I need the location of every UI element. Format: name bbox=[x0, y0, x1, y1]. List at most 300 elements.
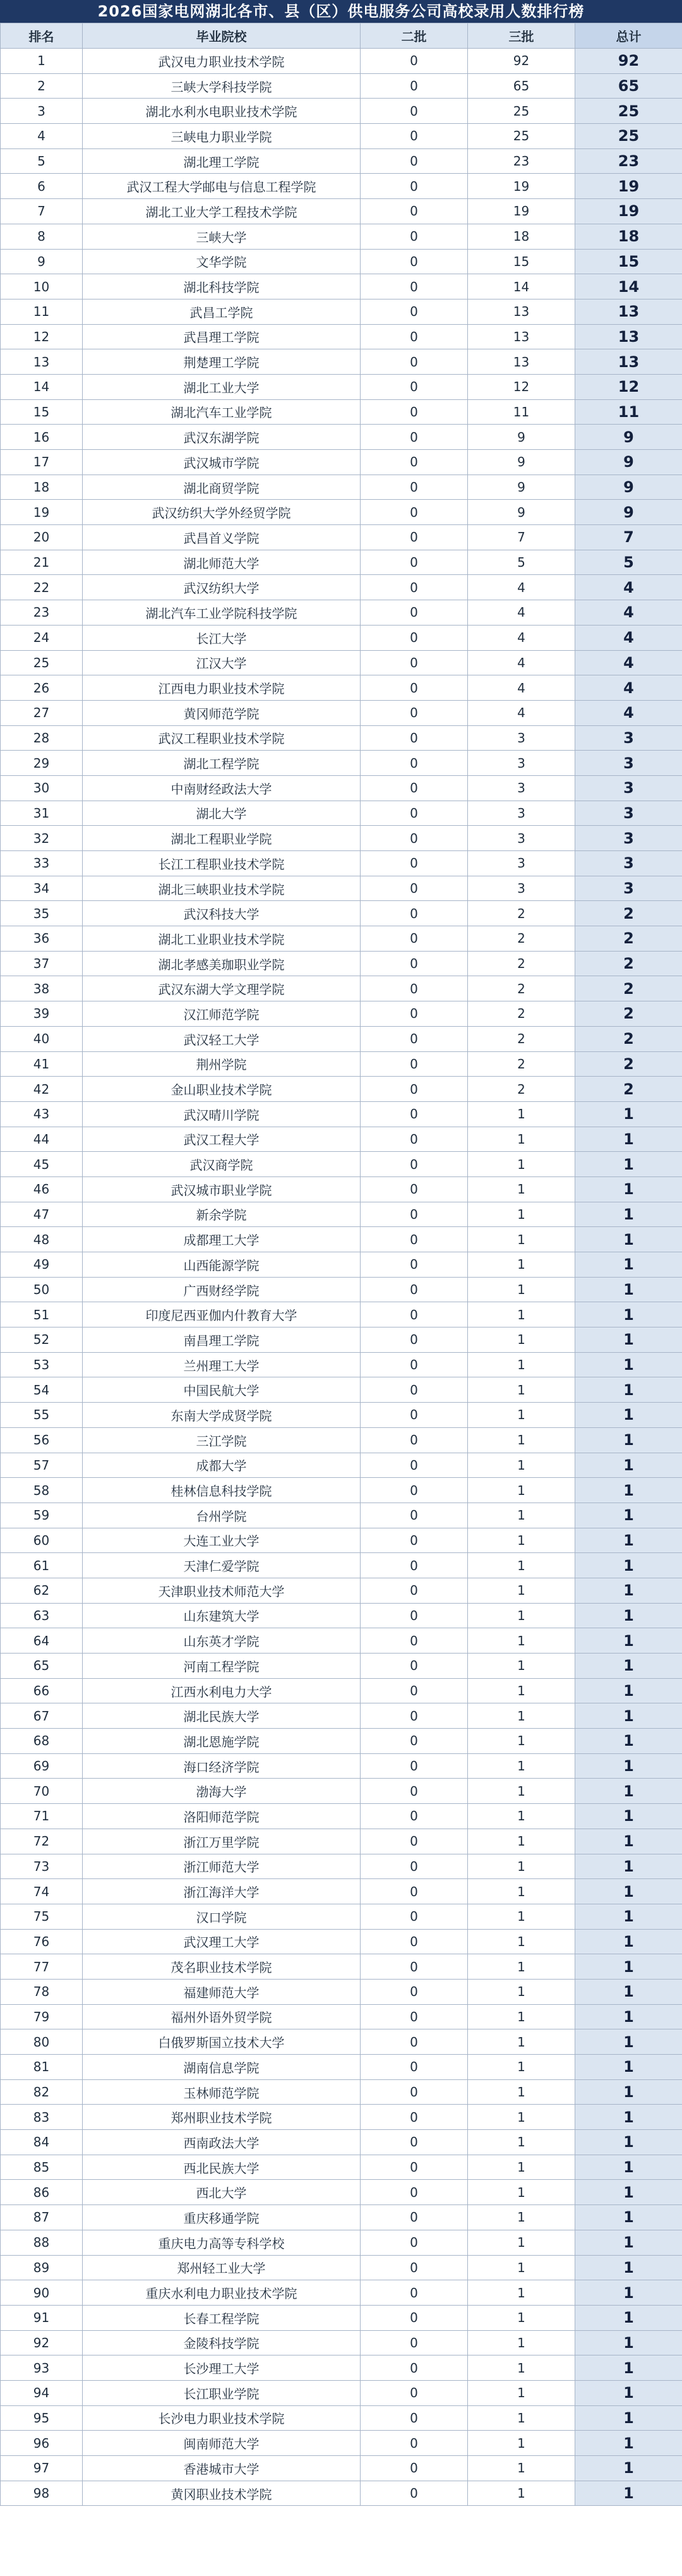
cell-batch2: 0 bbox=[361, 475, 468, 500]
cell-total: 1 bbox=[575, 1553, 682, 1578]
cell-total: 1 bbox=[575, 1403, 682, 1428]
cell-batch2: 0 bbox=[361, 1979, 468, 2004]
cell-school: 重庆移通学院 bbox=[83, 2205, 361, 2230]
cell-school: 茂名职业技术学院 bbox=[83, 1954, 361, 1980]
cell-rank: 12 bbox=[1, 324, 83, 349]
cell-rank: 9 bbox=[1, 249, 83, 274]
table-row bbox=[1, 1227, 682, 1252]
cell-rank: 3 bbox=[1, 99, 83, 124]
cell-batch2: 0 bbox=[361, 1377, 468, 1403]
cell-total: 1 bbox=[575, 1127, 682, 1152]
cell-school: 台州学院 bbox=[83, 1503, 361, 1528]
cell-school: 东南大学成贤学院 bbox=[83, 1403, 361, 1428]
cell-school: 三峡电力职业学院 bbox=[83, 124, 361, 149]
cell-total: 1 bbox=[575, 1152, 682, 1177]
cell-total: 4 bbox=[575, 575, 682, 600]
cell-batch2: 0 bbox=[361, 399, 468, 425]
cell-batch2: 0 bbox=[361, 876, 468, 901]
cell-batch3: 12 bbox=[468, 374, 575, 399]
cell-total: 2 bbox=[575, 901, 682, 926]
table-row bbox=[1, 1904, 682, 1929]
cell-batch2: 0 bbox=[361, 1176, 468, 1202]
cell-school: 湖北民族大学 bbox=[83, 1703, 361, 1729]
cell-school: 江西水利电力大学 bbox=[83, 1678, 361, 1703]
cell-batch3: 2 bbox=[468, 926, 575, 952]
cell-total: 5 bbox=[575, 550, 682, 575]
cell-total: 4 bbox=[575, 700, 682, 725]
cell-rank: 27 bbox=[1, 700, 83, 725]
table-row bbox=[1, 1152, 682, 1177]
cell-batch3: 1 bbox=[468, 1929, 575, 1954]
table-row bbox=[1, 1127, 682, 1152]
cell-total: 1 bbox=[575, 1427, 682, 1453]
cell-batch3: 11 bbox=[468, 399, 575, 425]
cell-total: 3 bbox=[575, 775, 682, 801]
cell-total: 9 bbox=[575, 450, 682, 475]
cell-school: 武昌工学院 bbox=[83, 299, 361, 324]
cell-rank: 66 bbox=[1, 1678, 83, 1703]
cell-batch3: 2 bbox=[468, 976, 575, 1001]
cell-rank: 49 bbox=[1, 1252, 83, 1278]
cell-batch2: 0 bbox=[361, 2431, 468, 2456]
cell-batch2: 0 bbox=[361, 2305, 468, 2330]
cell-total: 1 bbox=[575, 1904, 682, 1929]
cell-school: 长江大学 bbox=[83, 625, 361, 650]
cell-rank: 11 bbox=[1, 299, 83, 324]
cell-rank: 67 bbox=[1, 1703, 83, 1729]
cell-batch2: 0 bbox=[361, 2380, 468, 2405]
cell-total: 1 bbox=[575, 2330, 682, 2355]
cell-batch3: 4 bbox=[468, 600, 575, 626]
cell-batch3: 4 bbox=[468, 675, 575, 701]
cell-batch2: 0 bbox=[361, 951, 468, 976]
cell-school: 武汉东湖大学文理学院 bbox=[83, 976, 361, 1001]
table-row bbox=[1, 2105, 682, 2130]
cell-total: 3 bbox=[575, 876, 682, 901]
cell-batch3: 2 bbox=[468, 901, 575, 926]
cell-total: 4 bbox=[575, 600, 682, 626]
cell-total: 1 bbox=[575, 1654, 682, 1679]
cell-school: 黄冈师范学院 bbox=[83, 700, 361, 725]
cell-batch3: 1 bbox=[468, 1327, 575, 1353]
cell-rank: 36 bbox=[1, 926, 83, 952]
cell-rank: 18 bbox=[1, 475, 83, 500]
cell-total: 1 bbox=[575, 2255, 682, 2280]
cell-school: 新余学院 bbox=[83, 1202, 361, 1227]
cell-batch2: 0 bbox=[361, 851, 468, 876]
table-row bbox=[1, 700, 682, 725]
cell-school: 天津仁爱学院 bbox=[83, 1553, 361, 1578]
table-row bbox=[1, 450, 682, 475]
cell-batch3: 1 bbox=[468, 1829, 575, 1854]
cell-total: 1 bbox=[575, 2105, 682, 2130]
cell-school: 三江学院 bbox=[83, 1427, 361, 1453]
cell-batch2: 0 bbox=[361, 1277, 468, 1302]
table-row bbox=[1, 1101, 682, 1127]
cell-batch2: 0 bbox=[361, 1929, 468, 1954]
cell-total: 1 bbox=[575, 1753, 682, 1779]
cell-batch2: 0 bbox=[361, 1578, 468, 1603]
cell-rank: 22 bbox=[1, 575, 83, 600]
cell-rank: 29 bbox=[1, 751, 83, 776]
cell-rank: 37 bbox=[1, 951, 83, 976]
table-row bbox=[1, 349, 682, 375]
cell-batch3: 1 bbox=[468, 1427, 575, 1453]
table-row bbox=[1, 2205, 682, 2230]
cell-total: 1 bbox=[575, 2004, 682, 2029]
cell-batch2: 0 bbox=[361, 600, 468, 626]
table-row bbox=[1, 625, 682, 650]
cell-batch2: 0 bbox=[361, 976, 468, 1001]
cell-school: 武汉工程职业技术学院 bbox=[83, 725, 361, 751]
cell-school: 武汉东湖学院 bbox=[83, 425, 361, 450]
cell-rank: 59 bbox=[1, 1503, 83, 1528]
cell-batch2: 0 bbox=[361, 1553, 468, 1578]
cell-batch2: 0 bbox=[361, 2330, 468, 2355]
header-batch3: 三批 bbox=[468, 23, 575, 49]
cell-batch2: 0 bbox=[361, 1829, 468, 1854]
cell-batch3: 1 bbox=[468, 1628, 575, 1654]
cell-batch3: 1 bbox=[468, 1553, 575, 1578]
cell-batch3: 3 bbox=[468, 876, 575, 901]
cell-rank: 42 bbox=[1, 1077, 83, 1102]
table-row bbox=[1, 224, 682, 249]
header-rank: 排名 bbox=[1, 23, 83, 49]
cell-batch3: 1 bbox=[468, 1453, 575, 1478]
cell-batch3: 1 bbox=[468, 2405, 575, 2431]
cell-school: 湖北工业职业技术学院 bbox=[83, 926, 361, 952]
cell-school: 湖北三峡职业技术学院 bbox=[83, 876, 361, 901]
cell-total: 4 bbox=[575, 675, 682, 701]
cell-school: 福州外语外贸学院 bbox=[83, 2004, 361, 2029]
cell-batch2: 0 bbox=[361, 1879, 468, 1904]
cell-school: 江汉大学 bbox=[83, 650, 361, 675]
cell-rank: 24 bbox=[1, 625, 83, 650]
cell-school: 湖北孝感美珈职业学院 bbox=[83, 951, 361, 976]
cell-batch2: 0 bbox=[361, 550, 468, 575]
cell-total: 13 bbox=[575, 349, 682, 375]
table-row bbox=[1, 851, 682, 876]
cell-batch3: 4 bbox=[468, 625, 575, 650]
cell-school: 南昌理工学院 bbox=[83, 1327, 361, 1353]
cell-school: 湖北工程职业学院 bbox=[83, 826, 361, 851]
cell-batch2: 0 bbox=[361, 1854, 468, 1879]
cell-total: 1 bbox=[575, 1628, 682, 1654]
cell-rank: 6 bbox=[1, 174, 83, 199]
table-row bbox=[1, 2029, 682, 2055]
table-row bbox=[1, 2330, 682, 2355]
cell-rank: 90 bbox=[1, 2280, 83, 2306]
cell-total: 3 bbox=[575, 826, 682, 851]
cell-total: 3 bbox=[575, 801, 682, 826]
cell-rank: 92 bbox=[1, 2330, 83, 2355]
table-row bbox=[1, 876, 682, 901]
cell-school: 福建师范大学 bbox=[83, 1979, 361, 2004]
cell-school: 湖北工业大学 bbox=[83, 374, 361, 399]
cell-batch2: 0 bbox=[361, 1954, 468, 1980]
cell-total: 1 bbox=[575, 2055, 682, 2080]
cell-batch3: 1 bbox=[468, 1202, 575, 1227]
cell-batch2: 0 bbox=[361, 199, 468, 224]
table-row bbox=[1, 1979, 682, 2004]
cell-batch3: 1 bbox=[468, 1528, 575, 1553]
cell-batch3: 1 bbox=[468, 1227, 575, 1252]
cell-school: 江西电力职业技术学院 bbox=[83, 675, 361, 701]
cell-batch3: 4 bbox=[468, 650, 575, 675]
cell-batch3: 1 bbox=[468, 1703, 575, 1729]
cell-total: 2 bbox=[575, 1051, 682, 1077]
cell-rank: 60 bbox=[1, 1528, 83, 1553]
cell-batch3: 9 bbox=[468, 475, 575, 500]
cell-total: 1 bbox=[575, 1377, 682, 1403]
table-row bbox=[1, 199, 682, 224]
cell-rank: 23 bbox=[1, 600, 83, 626]
cell-batch3: 25 bbox=[468, 99, 575, 124]
cell-school: 中国民航大学 bbox=[83, 1377, 361, 1403]
cell-rank: 75 bbox=[1, 1904, 83, 1929]
cell-school: 郑州职业技术学院 bbox=[83, 2105, 361, 2130]
cell-rank: 88 bbox=[1, 2230, 83, 2255]
cell-batch2: 0 bbox=[361, 1729, 468, 1754]
cell-rank: 16 bbox=[1, 425, 83, 450]
table-row bbox=[1, 324, 682, 349]
cell-batch3: 1 bbox=[468, 1979, 575, 2004]
cell-total: 1 bbox=[575, 2230, 682, 2255]
cell-batch2: 0 bbox=[361, 675, 468, 701]
cell-school: 桂林信息科技学院 bbox=[83, 1478, 361, 1503]
cell-rank: 52 bbox=[1, 1327, 83, 1353]
cell-batch2: 0 bbox=[361, 124, 468, 149]
cell-rank: 83 bbox=[1, 2105, 83, 2130]
cell-school: 闽南师范大学 bbox=[83, 2431, 361, 2456]
cell-total: 1 bbox=[575, 1678, 682, 1703]
header-batch2: 二批 bbox=[361, 23, 468, 49]
cell-batch3: 2 bbox=[468, 1051, 575, 1077]
cell-rank: 54 bbox=[1, 1377, 83, 1403]
table-row bbox=[1, 1427, 682, 1453]
cell-batch2: 0 bbox=[361, 1077, 468, 1102]
cell-batch2: 0 bbox=[361, 1001, 468, 1027]
cell-school: 湖北师范大学 bbox=[83, 550, 361, 575]
cell-batch3: 1 bbox=[468, 1578, 575, 1603]
cell-batch2: 0 bbox=[361, 1904, 468, 1929]
cell-batch2: 0 bbox=[361, 2029, 468, 2055]
cell-batch3: 3 bbox=[468, 775, 575, 801]
table-row bbox=[1, 124, 682, 149]
cell-total: 18 bbox=[575, 224, 682, 249]
cell-rank: 2 bbox=[1, 73, 83, 99]
cell-school: 渤海大学 bbox=[83, 1779, 361, 1804]
cell-rank: 94 bbox=[1, 2380, 83, 2405]
table-row bbox=[1, 1854, 682, 1879]
cell-batch2: 0 bbox=[361, 1051, 468, 1077]
cell-rank: 79 bbox=[1, 2004, 83, 2029]
cell-total: 1 bbox=[575, 1453, 682, 1478]
cell-rank: 62 bbox=[1, 1578, 83, 1603]
cell-total: 2 bbox=[575, 976, 682, 1001]
cell-total: 1 bbox=[575, 2481, 682, 2506]
cell-batch3: 1 bbox=[468, 2180, 575, 2205]
cell-batch3: 1 bbox=[468, 2280, 575, 2306]
cell-batch2: 0 bbox=[361, 1528, 468, 1553]
cell-batch3: 1 bbox=[468, 2130, 575, 2155]
cell-rank: 97 bbox=[1, 2456, 83, 2481]
cell-school: 湖北汽车工业学院科技学院 bbox=[83, 600, 361, 626]
cell-rank: 28 bbox=[1, 725, 83, 751]
cell-rank: 47 bbox=[1, 1202, 83, 1227]
cell-rank: 13 bbox=[1, 349, 83, 375]
cell-batch3: 2 bbox=[468, 1077, 575, 1102]
cell-school: 印度尼西亚伽内什教育大学 bbox=[83, 1302, 361, 1327]
table-row bbox=[1, 2280, 682, 2306]
cell-school: 玉林师范学院 bbox=[83, 2079, 361, 2105]
table-row bbox=[1, 926, 682, 952]
table-row bbox=[1, 675, 682, 701]
cell-total: 23 bbox=[575, 148, 682, 174]
cell-batch2: 0 bbox=[361, 299, 468, 324]
cell-batch3: 1 bbox=[468, 2380, 575, 2405]
cell-school: 郑州轻工业大学 bbox=[83, 2255, 361, 2280]
cell-batch3: 1 bbox=[468, 1377, 575, 1403]
cell-batch3: 1 bbox=[468, 1176, 575, 1202]
cell-batch2: 0 bbox=[361, 425, 468, 450]
cell-rank: 71 bbox=[1, 1804, 83, 1829]
cell-batch3: 1 bbox=[468, 1403, 575, 1428]
cell-total: 1 bbox=[575, 2431, 682, 2456]
cell-rank: 45 bbox=[1, 1152, 83, 1177]
table-row bbox=[1, 374, 682, 399]
cell-batch2: 0 bbox=[361, 450, 468, 475]
cell-total: 1 bbox=[575, 1854, 682, 1879]
cell-total: 2 bbox=[575, 1077, 682, 1102]
table-row bbox=[1, 73, 682, 99]
table-row bbox=[1, 1804, 682, 1829]
cell-total: 19 bbox=[575, 174, 682, 199]
cell-batch2: 0 bbox=[361, 274, 468, 299]
cell-batch3: 1 bbox=[468, 2305, 575, 2330]
cell-batch3: 13 bbox=[468, 349, 575, 375]
cell-batch3: 15 bbox=[468, 249, 575, 274]
cell-rank: 68 bbox=[1, 1729, 83, 1754]
cell-school: 三峡大学 bbox=[83, 224, 361, 249]
cell-school: 成都理工大学 bbox=[83, 1227, 361, 1252]
table-row bbox=[1, 1829, 682, 1854]
cell-total: 1 bbox=[575, 1503, 682, 1528]
table-row bbox=[1, 550, 682, 575]
table-row bbox=[1, 1654, 682, 1679]
cell-total: 1 bbox=[575, 1929, 682, 1954]
cell-school: 武昌理工学院 bbox=[83, 324, 361, 349]
cell-total: 3 bbox=[575, 851, 682, 876]
table-row bbox=[1, 1553, 682, 1578]
cell-rank: 21 bbox=[1, 550, 83, 575]
table-row bbox=[1, 2180, 682, 2205]
table-row bbox=[1, 1252, 682, 1278]
cell-rank: 64 bbox=[1, 1628, 83, 1654]
cell-batch2: 0 bbox=[361, 2205, 468, 2230]
table-row bbox=[1, 2155, 682, 2180]
cell-rank: 93 bbox=[1, 2355, 83, 2381]
table-header-row bbox=[1, 23, 682, 49]
cell-school: 湖北理工学院 bbox=[83, 148, 361, 174]
cell-total: 12 bbox=[575, 374, 682, 399]
cell-batch2: 0 bbox=[361, 1753, 468, 1779]
cell-batch3: 1 bbox=[468, 1804, 575, 1829]
table-row bbox=[1, 1929, 682, 1954]
cell-rank: 33 bbox=[1, 851, 83, 876]
cell-batch3: 1 bbox=[468, 2079, 575, 2105]
table-row bbox=[1, 274, 682, 299]
table-row bbox=[1, 1503, 682, 1528]
cell-school: 天津职业技术师范大学 bbox=[83, 1578, 361, 1603]
cell-total: 1 bbox=[575, 2380, 682, 2405]
cell-total: 3 bbox=[575, 751, 682, 776]
cell-batch2: 0 bbox=[361, 349, 468, 375]
table-row bbox=[1, 1753, 682, 1779]
cell-school: 武汉纺织大学外经贸学院 bbox=[83, 500, 361, 525]
cell-total: 11 bbox=[575, 399, 682, 425]
cell-rank: 1 bbox=[1, 49, 83, 74]
cell-batch2: 0 bbox=[361, 1453, 468, 1478]
cell-total: 1 bbox=[575, 2079, 682, 2105]
cell-total: 7 bbox=[575, 525, 682, 550]
table-row bbox=[1, 2481, 682, 2506]
cell-batch2: 0 bbox=[361, 500, 468, 525]
cell-school: 武汉轻工大学 bbox=[83, 1026, 361, 1051]
cell-batch2: 0 bbox=[361, 1101, 468, 1127]
cell-batch3: 19 bbox=[468, 174, 575, 199]
cell-batch3: 65 bbox=[468, 73, 575, 99]
cell-rank: 73 bbox=[1, 1854, 83, 1879]
cell-rank: 74 bbox=[1, 1879, 83, 1904]
cell-rank: 35 bbox=[1, 901, 83, 926]
cell-school: 黄冈职业技术学院 bbox=[83, 2481, 361, 2506]
cell-batch2: 0 bbox=[361, 49, 468, 74]
cell-batch3: 25 bbox=[468, 124, 575, 149]
cell-total: 1 bbox=[575, 1578, 682, 1603]
cell-school: 荆楚理工学院 bbox=[83, 349, 361, 375]
cell-batch3: 1 bbox=[468, 2004, 575, 2029]
cell-school: 湖北科技学院 bbox=[83, 274, 361, 299]
cell-school: 荆州学院 bbox=[83, 1051, 361, 1077]
cell-school: 武汉工程大学 bbox=[83, 1127, 361, 1152]
cell-rank: 87 bbox=[1, 2205, 83, 2230]
table-row bbox=[1, 1478, 682, 1503]
cell-school: 武汉电力职业技术学院 bbox=[83, 49, 361, 74]
cell-batch2: 0 bbox=[361, 775, 468, 801]
cell-total: 1 bbox=[575, 1176, 682, 1202]
cell-total: 1 bbox=[575, 1979, 682, 2004]
cell-rank: 84 bbox=[1, 2130, 83, 2155]
cell-batch3: 1 bbox=[468, 2456, 575, 2481]
cell-total: 92 bbox=[575, 49, 682, 74]
cell-school: 湖南信息学院 bbox=[83, 2055, 361, 2080]
cell-school: 长沙理工大学 bbox=[83, 2355, 361, 2381]
cell-batch3: 13 bbox=[468, 324, 575, 349]
cell-batch2: 0 bbox=[361, 2405, 468, 2431]
table-row bbox=[1, 1026, 682, 1051]
table-row bbox=[1, 148, 682, 174]
cell-rank: 91 bbox=[1, 2305, 83, 2330]
cell-batch3: 1 bbox=[468, 1954, 575, 1980]
table-row bbox=[1, 2230, 682, 2255]
cell-total: 13 bbox=[575, 324, 682, 349]
table-row bbox=[1, 901, 682, 926]
cell-rank: 10 bbox=[1, 274, 83, 299]
table-row bbox=[1, 2079, 682, 2105]
cell-school: 金陵科技学院 bbox=[83, 2330, 361, 2355]
cell-total: 1 bbox=[575, 1252, 682, 1278]
